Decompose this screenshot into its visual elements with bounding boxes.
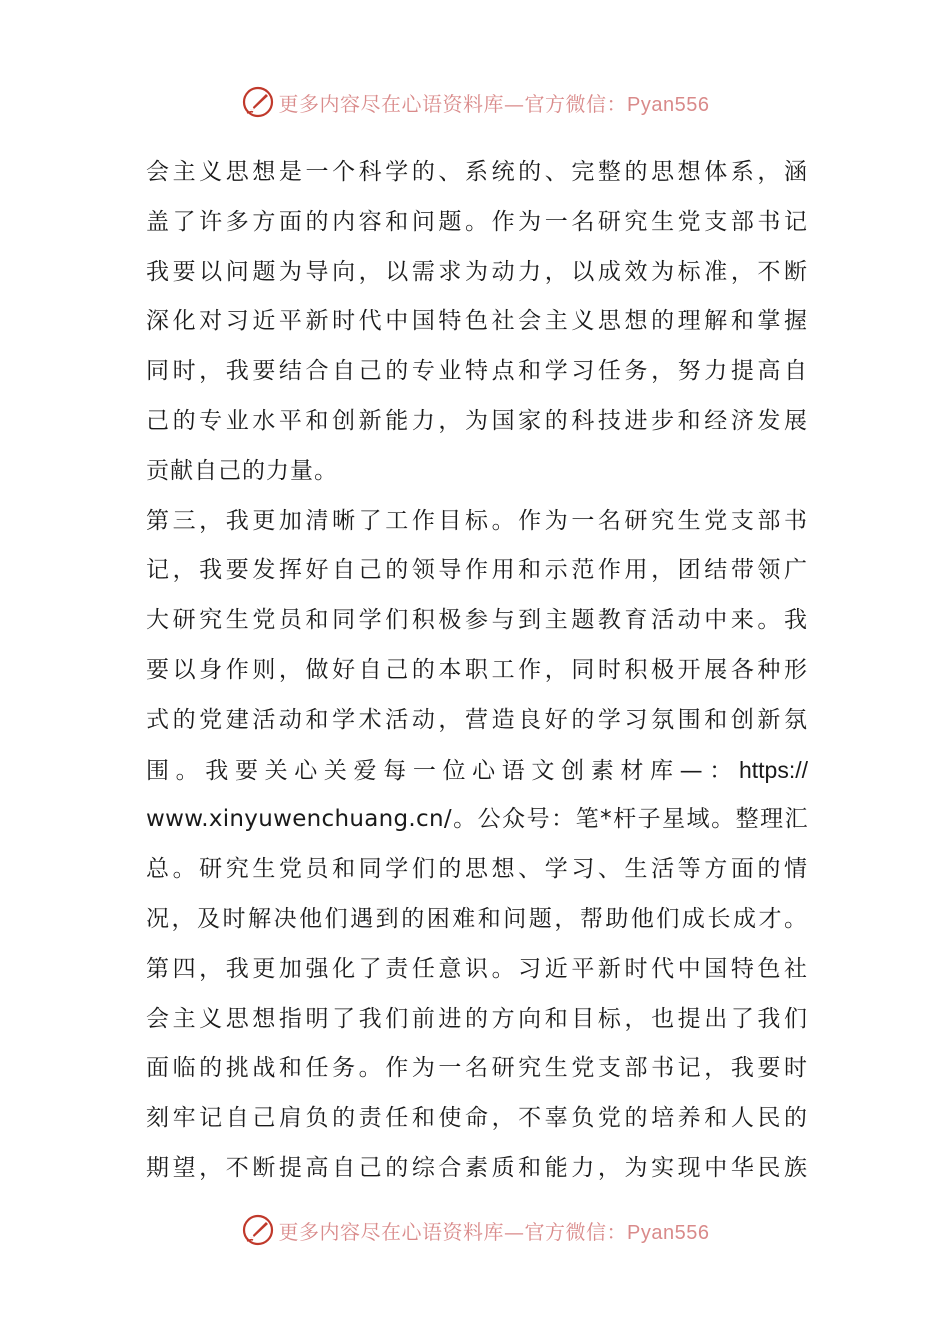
text-line: 会主义思想是一个科学的、系统的、完整的思想体系，涵 [146,159,808,185]
text-line: 深化对习近平新时代中国特色社会主义思想的理解和掌握 [146,308,808,335]
text-line: 第三，我更加清晰了工作目标。作为一名研究生党支部书 [146,507,808,534]
quill-logo-icon [241,85,275,119]
text-line: 贡献自己的力量。 [146,457,338,484]
footer-banner-id: Pyan556 [627,1221,710,1244]
text-line: 总。研究生党员和同学们的思想、学习、生活等方面的情 [146,856,808,883]
footer-banner-text: 更多内容尽在心语资料库—官方微信：Pyan556 [278,1219,710,1244]
text-line: 盖了许多方面的内容和问题。作为一名研究生党支部书记 [146,208,808,235]
header-banner-text: 更多内容尽在心语资料库—官方微信：Pyan556 [278,91,710,116]
text-line-with-url [146,746,808,796]
text-line: 式的党建活动和学术活动，营造良好的学习氛围和创新氛 [146,706,808,733]
text-line: 我要以问题为导向，以需求为动力，以成效为标准，不断 [146,258,808,285]
url-fragment: https:// [738,756,808,783]
text-line: 己的专业水平和创新能力，为国家的科技进步和经济发展 [146,407,808,434]
header-banner-id: Pyan556 [627,93,710,116]
text-line: 第四，我更加强化了责任意识。习近平新时代中国特色社 [146,955,808,982]
text-line: 会主义思想指明了我们前进的方向和目标，也提出了我们 [146,1005,808,1032]
footer-banner [0,1210,950,1250]
text-line: 期望，不断提高自己的综合素质和能力，为实现中华民族 [146,1154,808,1181]
text-line: 况，及时解决他们遇到的困难和问题，帮助他们成长成才。 [146,905,808,932]
text-line: 同时，我要结合自己的专业特点和学习任务，努力提高自 [146,358,808,385]
text-line: www.xinyuwenchuang.cn/。公众号：笔*杆子星域。整理汇 [146,806,808,833]
text-segment: 围。我要关心关爱每一位心语文创素材库—： [146,757,739,784]
text-line: 要以身作则，做好自己的本职工作，同时积极开展各种形 [146,656,808,683]
document-body [146,148,808,1194]
text-line: 记，我要发挥好自己的领导作用和示范作用，团结带领广 [146,557,808,584]
header-banner [0,82,950,122]
text-line: 刻牢记自己肩负的责任和使命，不辜负党的培养和人民的 [146,1105,808,1132]
text-line: 大研究生党员和同学们积极参与到主题教育活动中来。我 [146,607,808,634]
quill-logo-icon [241,1213,275,1247]
text-line: 面临的挑战和任务。作为一名研究生党支部书记，我要时 [146,1055,808,1082]
